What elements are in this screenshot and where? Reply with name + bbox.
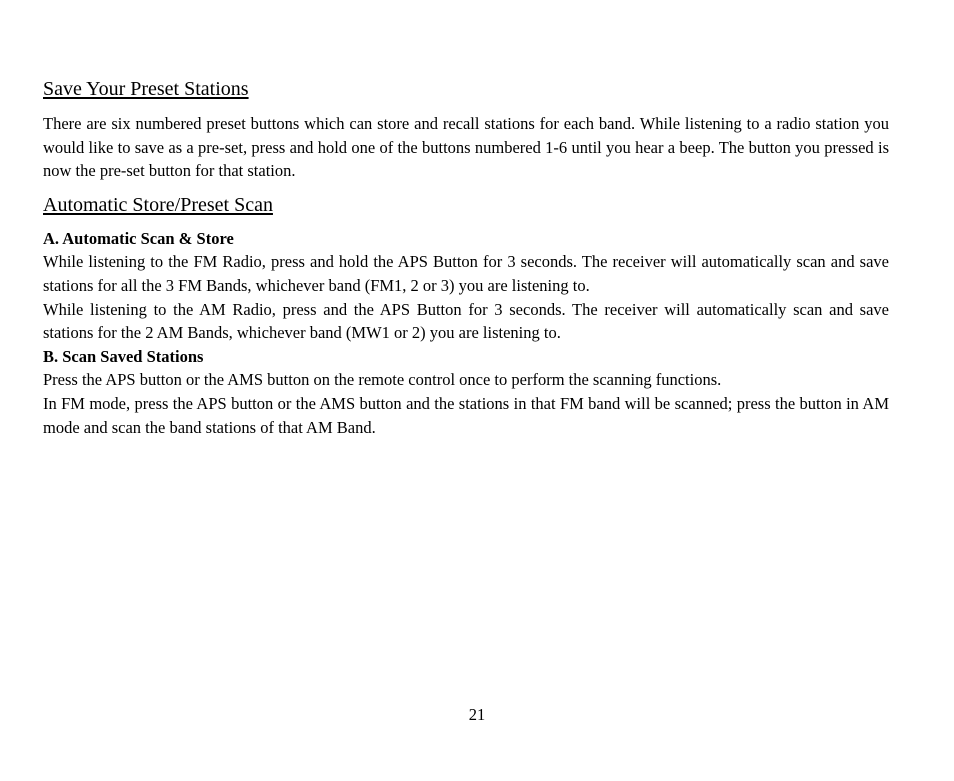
- paragraph-am-aps: While listening to the AM Radio, press and the APS Button for 3 seconds. The receiver will automatically scan and save stations for the 2 AM Bands, whichever band (MW1 or 2) you are listening to.: [43, 299, 889, 343]
- paragraph-fm-aps: While listening to the FM Radio, press and hold the APS Button for 3 seconds. The receiver will automatically scan and save stations for all the 3 FM Bands, whichever band (FM1, 2 or 3) you are listening to.: [43, 252, 889, 295]
- subheading-automatic-scan-store: A. Automatic Scan & Store: [43, 228, 234, 248]
- document-page: [43, 76, 889, 439]
- subheading-scan-saved-stations: B. Scan Saved Stations: [43, 346, 204, 366]
- paragraph-scan-remote: Press the APS button or the AMS button on the remote control once to perform the scanning functions.: [43, 370, 722, 390]
- page-number: 21: [468, 705, 486, 724]
- section-title-save-preset: Save Your Preset Stations: [43, 78, 249, 100]
- paragraph-save-preset: There are six numbered preset buttons which can store and recall stations for each band. While listening to a radio station you would like to save as a pre-set, press and hold one of the buttons numbered 1-6 until you hear a beep. The button you pressed is now the pre-set button for that station.: [43, 114, 889, 181]
- paragraph-scan-modes: In FM mode, press the APS button or the AMS button and the stations in that FM band will be scanned; press the button in AM mode and scan the band stations of that AM Band.: [43, 393, 889, 437]
- section-title-automatic-store: Automatic Store/Preset Scan: [43, 193, 273, 216]
